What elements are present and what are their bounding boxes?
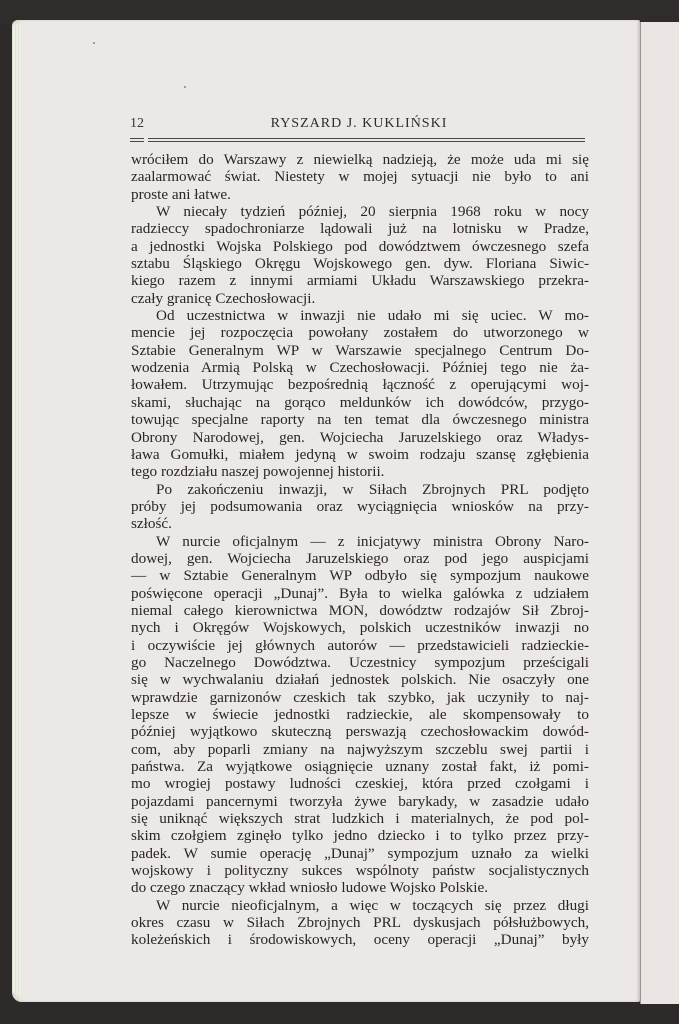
text-line: ława Gomułki, miałem jedyną w swoim rodzaju szansę zgłębienia [131,445,589,463]
text-line: skim czołgiem zginęło tylko jedno dziecko i to tylko przez przy- [131,827,589,845]
header-rule [130,141,144,142]
paper-speck [93,42,95,44]
text-line: Od uczestnictwa w inwazji nie udało mi się uciec. W mo- [156,307,589,325]
text-line: com, aby poparli zmiany na najwyższym szczeblu swej partii i [131,740,589,758]
text-line: łowałem. Utrzymując bezpośrednią łączność z operującymi woj- [131,376,589,394]
text-line: Po zakończeniu inwazji, w Siłach Zbrojnych PRL podjęto [156,480,589,498]
adjacent-page-edge [640,22,679,1004]
body-text [131,151,589,949]
text-line: a jednostki Wojska Polskiego pod dowództwem ówczesnego szefa [131,237,589,255]
text-line: radzieccy spadochroniarze lądowali już na lotnisku w Pradze, [131,220,589,238]
text-line: wodzenia Armią Polską w Czechosłowacji. Później tego nie ża- [131,359,589,377]
text-line: go Naczelnego Dowództwa. Uczestnicy sympozjum prześcigali [131,653,589,671]
text-line: tego rozdziału naszej powojennej historii. [131,463,385,481]
text-line: proste ani łatwe. [131,185,231,203]
page-number: 12 [130,116,144,131]
running-head: RYSZARD J. KUKLIŃSKI [270,116,448,131]
text-line: nych i Okręgów Wojskowych, polskich uczestników inwazji no [131,619,589,637]
text-line: próby jej podsumowania oraz wyciągnięcia wniosków na przy- [131,497,589,515]
paper-speck [184,86,186,88]
text-line: wprawdzie garnizonów czeskich tak szybko, jak uczyniły to naj- [131,688,589,706]
text-line: pojazdami pancernymi tworzyła żywe barykady, w zasadzie udało [131,792,589,810]
text-line: W niecały tydzień później, 20 sierpnia 1968 roku w nocy [156,203,589,221]
text-line: szłość. [131,515,172,533]
text-line: czały granicę Czechosłowacji. [131,289,316,307]
text-line: lepsze w świecie jednostki radzieckie, ale skompensowały to [131,706,589,723]
text-line: sztabu Śląskiego Okręgu Wojskowego gen. dyw. Floriana Siwic- [131,255,589,273]
text-line: okres czasu w Siłach Zbrojnych PRL dyskusjach półsłużbowych, [131,914,589,932]
text-line: Sztabie Generalnym WP w Warszawie specjalnego Centrum Do- [131,341,589,359]
header-rule [148,138,585,139]
text-line: W nurcie nieoficjalnym, a więc w toczących się przez długi [156,896,589,914]
text-line: skami, słuchając na gorąco meldunków ich dowódców, przygo- [131,393,589,411]
text-line: wojskowy i polityczny sukces wspólnoty państw socjalistycznych [131,862,589,880]
header-rule [148,141,585,142]
text-line: do czego znaczący wkład wniosło ludowe Wojsko Polskie. [131,879,489,897]
text-line: i oczywiście jej głównych autorów — przedstawicieli radzieckie- [131,636,589,654]
page-header [130,116,588,136]
text-line: koleżeńskich i środowiskowych, oceny operacji „Dunaj” były [131,931,589,949]
text-line: niemal całego kierownictwa MON, dowództw rodzajów Sił Zbroj- [131,601,589,619]
text-line: mo wrogiej postawy ludności czeskiej, która przed czołgami i [131,775,589,793]
text-line: dowej, gen. Wojciecha Jaruzelskiego oraz pod jego auspicjami [131,549,589,567]
page-stack-edge [12,24,21,996]
text-line: państwa. Za wyjątkowe osiągnięcie uznany został fakt, iż pomi- [131,758,589,776]
text-line: padek. W sumie operację „Dunaj” sympozjum uznało za wielki [131,844,589,862]
text-line: — w Sztabie Generalnym WP odbyło się sympozjum naukowe [131,567,589,585]
text-line: później wyjątkowo skuteczną perswazją czechosłowackim dowód- [131,723,589,741]
text-line: poświęcone operacji „Dunaj”. Była to wielka galówka z udziałem [131,584,589,602]
text-line: zaalarmować świat. Niestety w mojej sytuacji nie było to ani [131,168,589,186]
text-line: mencie jej rozpoczęcia powołany zostałem do utworzonego w [131,324,589,342]
text-line: się w wychwalaniu działań jednostek polskich. Nie osaczyły one [131,671,589,689]
text-line: W nurcie oficjalnym — z inicjatywy ministra Obrony Naro- [156,532,589,550]
text-line: kiego razem z innymi armiami Układu Warszawskiego przekra- [131,272,589,290]
text-line: towując specjalne raporty na ten temat dla ówczesnego ministra [131,411,589,429]
header-rule [130,138,144,139]
text-line: wróciłem do Warszawy z niewielką nadzieją, że może uda mi się [131,151,589,168]
text-line: Obrony Narodowej, gen. Wojciecha Jaruzelskiego oraz Władys- [131,428,589,446]
text-line: się uniknąć większych strat ludzkich i materialnych, że pod pol- [131,810,589,828]
